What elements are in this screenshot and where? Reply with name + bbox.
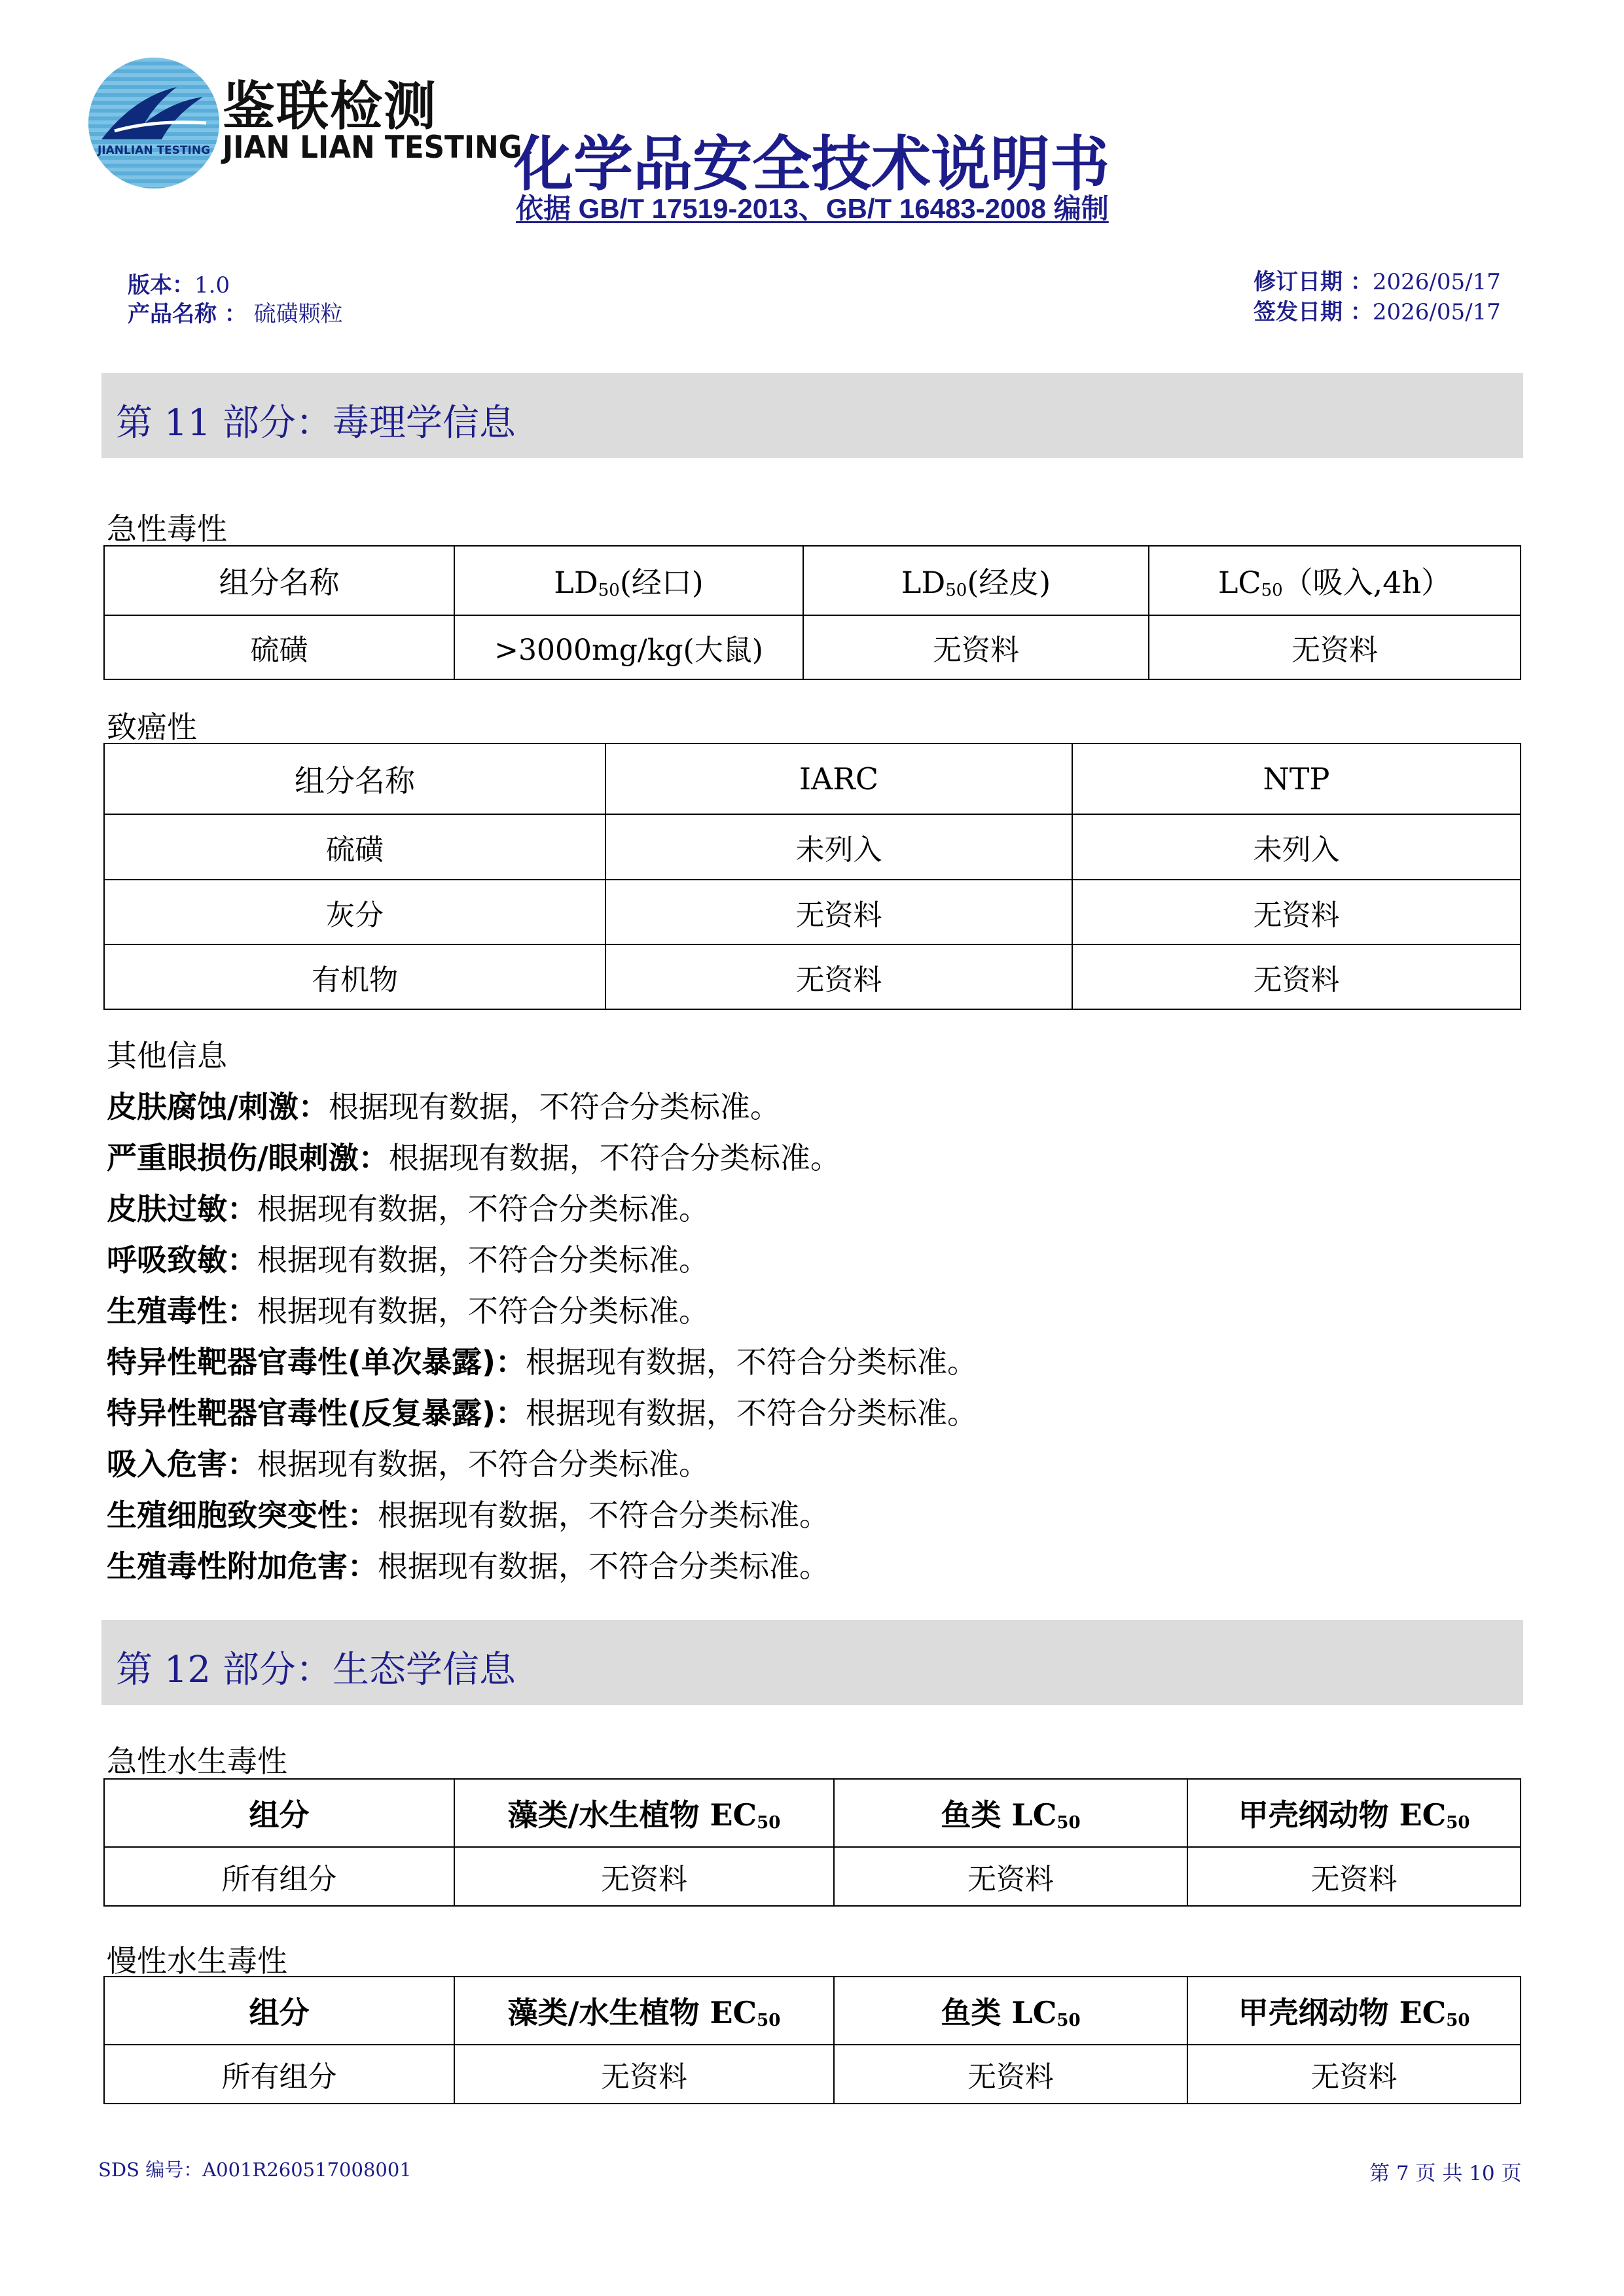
info-label: 皮肤腐蚀/刺激：: [107, 1089, 329, 1124]
info-label: 生殖毒性：: [107, 1293, 257, 1329]
other-info-item: [107, 1492, 829, 1535]
info-text: 根据现有数据，不符合分类标准。: [378, 1498, 829, 1533]
document-basis: 依据 GB/T 17519-2013、GB/T 16483-2008 编制: [516, 193, 1109, 224]
info-text: 根据现有数据，不符合分类标准。: [257, 1293, 709, 1329]
header-cell: $LD_{50}$(经皮): [803, 546, 1149, 615]
table-cell: 无资料: [605, 880, 1072, 944]
header-cell: $LC_{50}$（吸入,4h）: [1149, 546, 1521, 615]
page-number: 第 7 页 共 10 页: [1369, 2162, 1522, 2185]
table-cell: 所有组分: [104, 1847, 454, 1906]
table-cell: 有机物: [104, 944, 605, 1009]
carcinogenicity-heading: 致癌性: [107, 709, 197, 745]
company-logo: [88, 52, 522, 190]
table-cell: 灰分: [104, 880, 605, 944]
other-info-item: [107, 1338, 977, 1382]
table-cell: >3000mg/kg(大鼠): [454, 615, 803, 679]
table-cell: 硫磺: [104, 814, 605, 880]
logo-emblem: [88, 58, 219, 188]
table-cell: 无资料: [1149, 615, 1521, 679]
info-label: 特异性靶器官毒性(单次暴露)：: [107, 1344, 526, 1380]
acute-toxicity-heading: 急性毒性: [107, 511, 227, 547]
other-info-item: [107, 1236, 709, 1280]
acute-toxicity-table: [103, 545, 1521, 680]
header-cell: 组分: [104, 1779, 454, 1847]
table-cell: 未列入: [605, 814, 1072, 880]
info-text: 根据现有数据，不符合分类标准。: [526, 1344, 978, 1380]
other-info-item: [107, 1390, 977, 1433]
section-12-title: 第 12 部分：生态学信息: [116, 1649, 516, 1691]
acute-aquatic-heading: 急性水生毒性: [107, 1744, 287, 1779]
section-11-title: 第 11 部分：毒理学信息: [116, 402, 516, 444]
info-text: 根据现有数据，不符合分类标准。: [257, 1191, 709, 1227]
header-cell: 鱼类 $LC_{50}$: [834, 1779, 1187, 1847]
logo-chinese-name: 鉴联检测: [223, 76, 437, 137]
info-text: 根据现有数据，不符合分类标准。: [526, 1395, 978, 1431]
header-cell: $LD_{50}$(经口): [454, 546, 803, 615]
table-header-row: [104, 744, 1521, 814]
product-line: [128, 296, 343, 328]
logo-english-name: JIAN LIAN TESTING: [223, 130, 522, 166]
info-label: 生殖毒性附加危害：: [107, 1549, 378, 1584]
other-info-heading: 其他信息: [107, 1038, 227, 1073]
table-cell: 无资料: [605, 944, 1072, 1009]
info-text: 根据现有数据，不符合分类标准。: [257, 1242, 709, 1278]
table-row: [104, 1847, 1521, 1906]
header-cell: 藻类/水生植物 $EC_{50}$: [454, 1779, 834, 1847]
info-label: 生殖细胞致突变性：: [107, 1498, 378, 1533]
table-cell: 无资料: [454, 2045, 834, 2104]
header-cell: NTP: [1072, 744, 1521, 814]
table-cell: 未列入: [1072, 814, 1521, 880]
wave-icon: [88, 58, 219, 188]
other-info-item: [107, 1287, 709, 1331]
section-12-header: [101, 1620, 1523, 1705]
table-header-row: [104, 1977, 1521, 2045]
info-text: 根据现有数据，不符合分类标准。: [328, 1089, 780, 1124]
version-value: 1.0: [194, 272, 230, 298]
header-cell: 组分名称: [104, 744, 605, 814]
info-text: 根据现有数据，不符合分类标准。: [388, 1140, 840, 1175]
logo-badge-text: JIANLIAN TESTING: [97, 144, 211, 157]
info-text: 根据现有数据，不符合分类标准。: [378, 1549, 829, 1584]
header-cell: 藻类/水生植物 $EC_{50}$: [454, 1977, 834, 2045]
header-cell: 组分: [104, 1977, 454, 2045]
issued-date-line: [1254, 294, 1501, 326]
table-cell: 无资料: [834, 1847, 1187, 1906]
chronic-aquatic-heading: 慢性水生毒性: [107, 1943, 287, 1979]
other-info-item: [107, 1441, 709, 1484]
table-header-row: [104, 1779, 1521, 1847]
header-cell: IARC: [605, 744, 1072, 814]
other-info-item: [107, 1083, 780, 1126]
table-row: [104, 944, 1521, 1009]
revised-value: 2026/05/17: [1372, 269, 1501, 295]
table-cell: 无资料: [454, 1847, 834, 1906]
info-label: 特异性靶器官毒性(反复暴露)：: [107, 1395, 526, 1431]
issued-label: 签发日期 ：: [1254, 299, 1373, 325]
info-text: 根据现有数据，不符合分类标准。: [257, 1446, 709, 1482]
table-cell: 无资料: [1187, 2045, 1521, 2104]
table-cell: 无资料: [1072, 944, 1521, 1009]
table-header-row: [104, 546, 1521, 615]
table-row: [104, 615, 1521, 679]
info-label: 呼吸致敏：: [107, 1242, 257, 1278]
document-title: 化学品安全技术说明书: [514, 130, 1110, 199]
table-row: [104, 880, 1521, 944]
chronic-aquatic-table: [103, 1976, 1521, 2104]
other-info-item: [107, 1185, 709, 1229]
version-line: [128, 267, 230, 299]
product-label: 产品名称 ：: [128, 301, 247, 327]
carcinogenicity-table: [103, 743, 1521, 1010]
table-cell: 所有组分: [104, 2045, 454, 2104]
table-cell: 硫磺: [104, 615, 454, 679]
issued-value: 2026/05/17: [1372, 299, 1501, 325]
header-cell: 组分名称: [104, 546, 454, 615]
product-value: 硫磺颗粒: [253, 301, 343, 327]
info-label: 皮肤过敏：: [107, 1191, 257, 1227]
table-cell: 无资料: [1072, 880, 1521, 944]
revised-label: 修订日期 ：: [1254, 269, 1373, 295]
table-cell: 无资料: [803, 615, 1149, 679]
header-cell: 甲壳纲动物 $EC_{50}$: [1187, 1779, 1521, 1847]
info-label: 吸入危害：: [107, 1446, 257, 1482]
table-row: [104, 814, 1521, 880]
header-cell: 鱼类 $LC_{50}$: [834, 1977, 1187, 2045]
revised-date-line: [1254, 264, 1501, 296]
header-cell: 甲壳纲动物 $EC_{50}$: [1187, 1977, 1521, 2045]
info-label: 严重眼损伤/眼刺激：: [107, 1140, 389, 1175]
other-info-item: [107, 1134, 840, 1177]
table-row: [104, 2045, 1521, 2104]
table-cell: 无资料: [834, 2045, 1187, 2104]
section-11-header: [101, 373, 1523, 458]
table-cell: 无资料: [1187, 1847, 1521, 1906]
version-label: 版本：: [128, 272, 194, 298]
other-info-item: [107, 1543, 829, 1586]
sds-number: SDS 编号：A001R260517008001: [98, 2159, 412, 2181]
acute-aquatic-table: [103, 1778, 1521, 1907]
